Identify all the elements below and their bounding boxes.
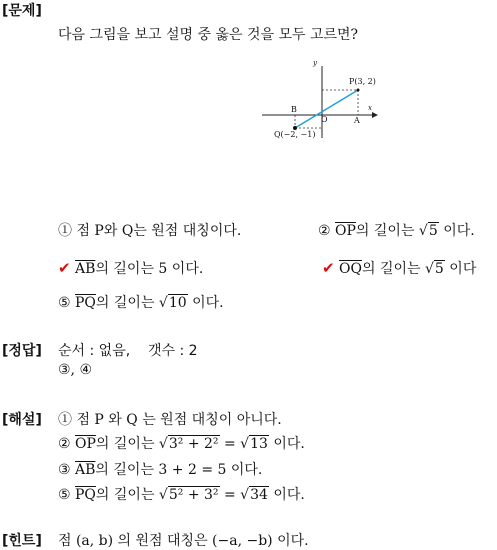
question-text: 다음 그림을 보고 설명 중 옳은 것을 모두 고르면? bbox=[58, 27, 359, 43]
answer-label: [정답] bbox=[2, 343, 42, 359]
choice-4: ✔ $\overline{OQ}$의 길이는 √5 이다 bbox=[322, 259, 477, 277]
answer-line-2: ③, ④ bbox=[58, 362, 93, 378]
choice-3: ✔ $\overline{AB}$의 길이는 5 이다. bbox=[58, 259, 204, 277]
explanation-line-1: ① 점 P 와 Q 는 원점 대칭이 아니다. bbox=[58, 412, 282, 428]
point-Q-label: Q(−2, −1) bbox=[274, 130, 316, 139]
point-P-label: P(3, 2) bbox=[349, 77, 376, 86]
choice-1: ① 점 P와 Q는 원점 대칭이다. bbox=[58, 223, 242, 239]
explanation-label: [해설] bbox=[2, 412, 42, 428]
point-O-label: O bbox=[321, 115, 328, 124]
x-axis-label: x bbox=[368, 104, 372, 112]
y-axis-label: y bbox=[313, 59, 317, 67]
checkmark-icon: ✔ bbox=[322, 259, 335, 277]
choice-2: ② $\overline{OP}$의 길이는 √5 이다. bbox=[318, 223, 475, 239]
hint-label: [힌트] bbox=[2, 533, 42, 549]
explanation-line-3: ③ $\overline{AB}$의 길이는 3 + 2 = 5 이다. bbox=[58, 462, 263, 478]
choice-5: ⑤ $\overline{PQ}$의 길이는 √10 이다. bbox=[58, 295, 224, 311]
checkmark-icon: ✔ bbox=[58, 259, 71, 277]
point-P bbox=[357, 89, 360, 92]
point-B-label: B bbox=[291, 105, 297, 114]
explanation-line-4: ⑤ $\overline{PQ}$의 길이는 √5² + 3² = √34 이다. bbox=[58, 487, 305, 503]
problem-label: [문제] bbox=[2, 3, 42, 19]
x-axis-arrow bbox=[372, 112, 378, 118]
answer-line-1: 순서 : 없음, 갯수 : 2 bbox=[58, 343, 198, 359]
hint-text: 점 (a, b) 의 원점 대칭은 (−a, −b) 이다. bbox=[58, 533, 309, 549]
explanation-line-2: ② $\overline{OP}$의 길이는 √3² + 2² = √13 이다. bbox=[58, 436, 305, 452]
point-A-label: A bbox=[354, 116, 360, 125]
